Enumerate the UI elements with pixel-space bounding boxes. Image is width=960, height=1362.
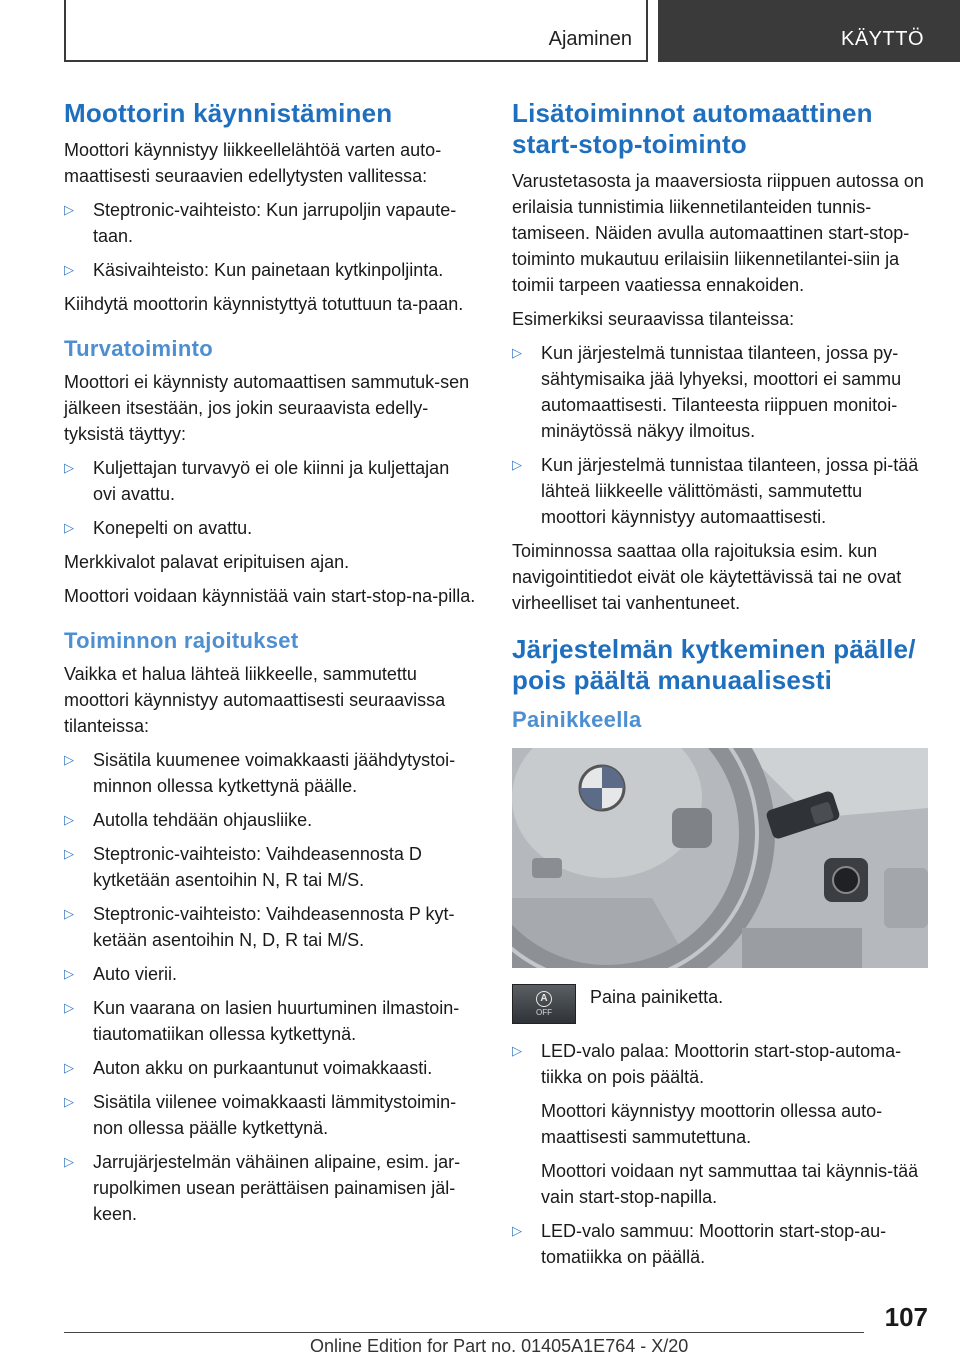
list-item: ▷ Kuljettajan turvavyö ei ole kiinni ja kuljettajan ovi avattu. bbox=[64, 455, 477, 507]
triangle-bullet-icon: ▷ bbox=[512, 345, 522, 360]
paragraph: Vaikka et halua lähteä liikkeelle, sammutettu moottori käynnistyy automaattisesti seuraavissa tilanteissa: bbox=[64, 664, 446, 736]
footer-divider bbox=[64, 1332, 864, 1333]
left-column bbox=[64, 98, 477, 1235]
page-number: 107 bbox=[884, 1302, 928, 1332]
heading-safety-function: Turvatoiminto bbox=[64, 336, 213, 361]
triangle-bullet-icon: ▷ bbox=[64, 812, 74, 827]
heading-additional-functions: Lisätoiminnot automaattinen start-stop-toiminto bbox=[512, 98, 873, 159]
bullet-list bbox=[64, 747, 477, 1227]
triangle-bullet-icon: ▷ bbox=[64, 202, 74, 217]
list-item: ▷ Auton akku on purkaantunut voimakkaasti. bbox=[64, 1055, 477, 1081]
triangle-bullet-icon: ▷ bbox=[64, 1154, 74, 1169]
list-item: ▷ Sisätila kuumenee voimakkaasti jäähdytystoi-minnon ollessa kytkettynä päälle. bbox=[64, 747, 477, 799]
header-chapter-tab bbox=[658, 0, 960, 62]
paragraph: Kiihdytä moottorin käynnistyttyä totuttuun ta-paan. bbox=[64, 294, 464, 314]
list-item: ▷ Autolla tehdään ohjausliike. bbox=[64, 807, 477, 833]
list-item: ▷ Kun vaarana on lasien huurtuminen ilmastoin-tiautomatiikan ollessa kytkettynä. bbox=[64, 995, 477, 1047]
triangle-bullet-icon: ▷ bbox=[64, 846, 74, 861]
list-item: ▷ Steptronic-vaihteisto: Vaihdeasennosta D kytketään asentoihin N, R tai M/S. bbox=[64, 841, 477, 893]
auto-start-stop-off-icon: A OFF bbox=[512, 984, 576, 1024]
triangle-bullet-icon: ▷ bbox=[64, 906, 74, 921]
press-button-text: Paina painiketta. bbox=[590, 987, 724, 1007]
heading-function-limits: Toiminnon rajoitukset bbox=[64, 628, 299, 653]
triangle-bullet-icon: ▷ bbox=[64, 262, 74, 277]
list-item-note: Moottori voidaan nyt sammuttaa tai käynnis-tää vain start-stop-napilla. bbox=[541, 1161, 919, 1207]
heading-manual-toggle: Järjestelmän kytkeminen päälle/ pois päältä manuaalisesti bbox=[512, 634, 916, 695]
right-column bbox=[512, 98, 928, 1278]
triangle-bullet-icon: ▷ bbox=[512, 1223, 522, 1238]
heading-with-button: Painikkeella bbox=[512, 707, 642, 732]
paragraph: Moottori käynnistyy liikkeellelähtöä varten auto-maattisesti seuraavien edellytysten vallitessa: bbox=[64, 140, 442, 186]
list-item: ▷ Käsivaihteisto: Kun painetaan kytkinpoljinta. bbox=[64, 257, 477, 283]
paragraph: Moottori ei käynnisty automaattisen sammutuk-sen jälkeen itsestään, jos jokin seuraavista edelly-tyksistä täyttyy: bbox=[64, 372, 470, 444]
paragraph: Moottori voidaan käynnistää vain start-stop-na-pilla. bbox=[64, 586, 476, 606]
steering-wheel-illustration bbox=[512, 748, 928, 968]
list-item: ▷ Auto vierii. bbox=[64, 961, 477, 987]
list-item: ▷ Sisätila viilenee voimakkaasti lämmitystoimin-non ollessa päälle kytkettynä. bbox=[64, 1089, 477, 1141]
bullet-list bbox=[512, 1038, 928, 1270]
header-section-tab bbox=[64, 0, 648, 62]
triangle-bullet-icon: ▷ bbox=[512, 457, 522, 472]
header-section-title: Ajaminen bbox=[548, 28, 632, 50]
paragraph: Toiminnossa saattaa olla rajoituksia esim. kun navigointitiedot eivät ole käytettävissä tai ne ovat virheelliset tai vanhentuneet. bbox=[512, 541, 902, 613]
list-item: ▷ Konepelti on avattu. bbox=[64, 515, 477, 541]
header-chapter-title: KÄYTTÖ bbox=[840, 28, 924, 50]
list-item-note: Moottori käynnistyy moottorin ollessa auto-maattisesti sammutettuna. bbox=[541, 1101, 883, 1147]
footer-edition: Online Edition for Part no. 01405A1E764 - X/20 bbox=[310, 1336, 689, 1356]
paragraph: Esimerkiksi seuraavissa tilanteissa: bbox=[512, 309, 795, 329]
triangle-bullet-icon: ▷ bbox=[64, 966, 74, 981]
list-item: ▷ Jarrujärjestelmän vähäinen alipaine, esim. jar-rupolkimen usean perättäisen painamisen jäl-keen. bbox=[64, 1149, 477, 1227]
heading-engine-start: Moottorin käynnistäminen bbox=[64, 98, 393, 128]
list-item: ▷ LED-valo palaa: Moottorin start-stop-automa-tiikka on pois päältä. Moottori käynnistyy moottorin ollessa auto-maattisesti sammutettuna. Moottori voidaan nyt sammuttaa tai käynnis-tää vain start-stop-napilla. bbox=[512, 1038, 928, 1210]
triangle-bullet-icon: ▷ bbox=[512, 1043, 522, 1058]
list-item: ▷ Kun järjestelmä tunnistaa tilanteen, jossa pi-tää lähteä liikkeelle välittömästi, sammutettu moottori käynnistyy automaattisesti. bbox=[512, 452, 928, 530]
list-item: ▷ Steptronic-vaihteisto: Kun jarrupoljin vapaute-taan. bbox=[64, 197, 477, 249]
steering-wheel-photo bbox=[512, 748, 928, 968]
triangle-bullet-icon: ▷ bbox=[64, 1094, 74, 1109]
triangle-bullet-icon: ▷ bbox=[64, 1000, 74, 1015]
triangle-bullet-icon: ▷ bbox=[64, 460, 74, 475]
list-item: ▷ LED-valo sammuu: Moottorin start-stop-au-tomatiikka on päällä. bbox=[512, 1218, 928, 1270]
list-item: ▷ Steptronic-vaihteisto: Vaihdeasennosta P kyt-ketään asentoihin N, D, R tai M/S. bbox=[64, 901, 477, 953]
triangle-bullet-icon: ▷ bbox=[64, 1060, 74, 1075]
paragraph: Merkkivalot palavat eripituisen ajan. bbox=[64, 552, 350, 572]
list-item: ▷ Kun järjestelmä tunnistaa tilanteen, jossa py-sähtymisaika jää lyhyeksi, moottori ei sammu automaattisesti. Tilanteesta riippuen monitoi-minäytössä näkyy ilmoitus. bbox=[512, 340, 928, 444]
button-instruction-row bbox=[512, 984, 928, 1024]
triangle-bullet-icon: ▷ bbox=[64, 752, 74, 767]
bullet-list bbox=[64, 455, 477, 541]
triangle-bullet-icon: ▷ bbox=[64, 520, 74, 535]
bullet-list bbox=[512, 340, 928, 530]
bullet-list bbox=[64, 197, 477, 283]
paragraph: Varustetasosta ja maaversiosta riippuen autossa on erilaisia tunnistimia liikennetilanteiden tunnis-tamiseen. Näiden avulla automaattinen start-stop-toiminto mukautuu erilaisiin liikennetilantei-siin ja toimii tarpeen vaatiessa ennakoiden. bbox=[512, 171, 924, 295]
